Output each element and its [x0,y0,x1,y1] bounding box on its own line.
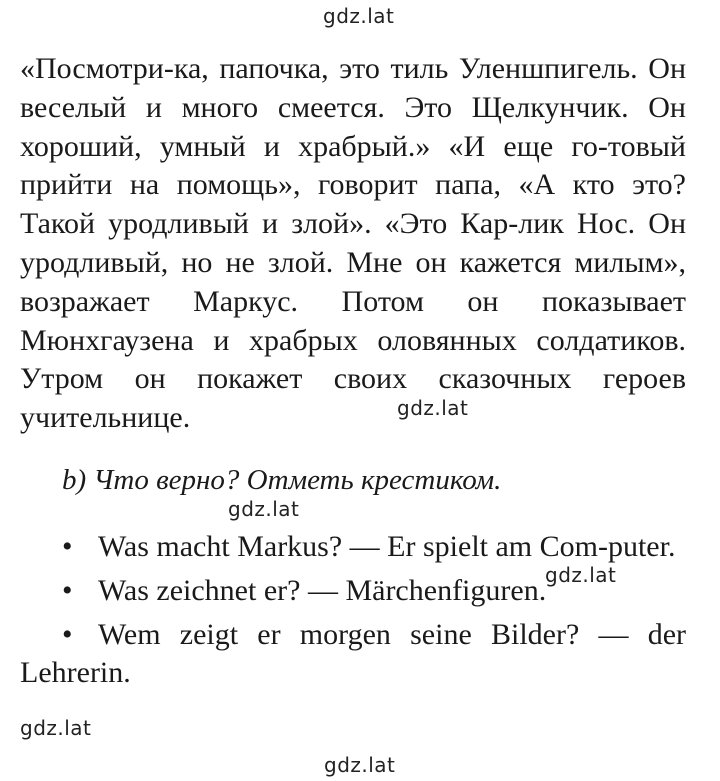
watermark-bottom-left: gdz.lat [20,716,92,740]
bullet-marker: • [62,530,73,563]
watermark-top: gdz.lat [323,4,395,28]
item-text: Wem zeigt er morgen seine Bilder? — der Lehrerin. [20,618,686,689]
story-paragraph: «Посмотри-ка, папочка, это тиль Уленшпигель. Он веселый и много смеется. Это Щелкунчик. Он хороший, умный и храбрый.» «И еще го-товый прийти на помощь», говорит папа, «А кто это? Такой уродливый и злой». «Это Кар-лик Нос. Он уродливый, но не злой. Мне он кажется милым», возражает Маркус. Потом он показывает Мюнхгаузена и храбрых оловянных солдатиков. Утром он покажет своих сказочных героев учительнице. [20,52,686,435]
watermark-bottom: gdz.lat [324,753,396,777]
list-item [20,528,686,566]
bullet-marker: • [62,618,73,651]
bullet-marker: • [62,574,73,607]
watermark-task: gdz.lat [228,497,300,521]
watermark-middle: gdz.lat [397,396,469,420]
task-instruction: b) Что верно? Отметь крестиком. [62,464,502,496]
watermark-computer: gdz.lat [545,563,617,587]
item-text: Was zeichnet er? — Märchenfiguren. [98,574,547,607]
answer-list [20,528,686,698]
list-item [20,616,686,692]
item-text: Was macht Markus? — Er spielt am Com-puter. [98,530,676,563]
